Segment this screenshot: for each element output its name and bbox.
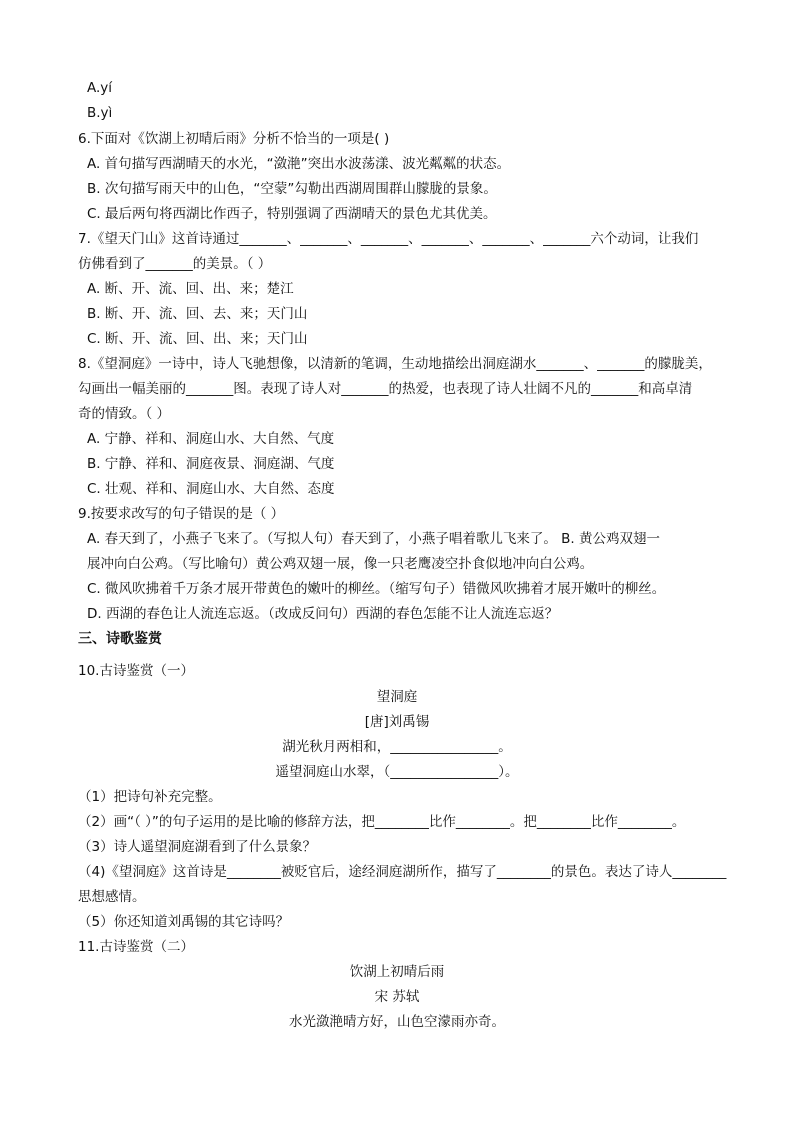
q8-option-a: A. 宁静、祥和、洞庭山水、大自然、气度 [87, 431, 335, 447]
option-b: B.yì [87, 105, 113, 121]
q6-option-a: A. 首句描写西湖晴天的水光，“潋滟”突出水波荡漾、波光粼粼的状态。 [87, 156, 511, 172]
q10-sub2: （2）画“（ ）”的句子运用的是比喻的修辞方法，把________比作________。把________比作________。 [78, 814, 686, 830]
option-a: A.yí [87, 80, 113, 96]
q9-option-d: D. 西湖的春色让人流连忘返。（改成反问句）西湖的春色怎能不让人流连忘返？ [87, 606, 559, 622]
poem-2-author: 宋 苏轼 [374, 989, 420, 1005]
poem-1-line1: 湖光秋月两相和，________________。 [282, 739, 512, 755]
q10-sub1: （1）把诗句补充完整。 [78, 789, 222, 805]
q10-sub4-line1: （4)《望洞庭》这首诗是________被贬官后，途经洞庭湖所作，描写了________的景色。表达了诗人________ [78, 864, 727, 880]
q7-option-c: C. 断、开、流、回、出、来；天门山 [87, 331, 308, 347]
question-7-line2: 仿佛看到了_______的美景。（ ） [78, 256, 272, 272]
q10-sub3: （3）诗人遥望洞庭湖看到了什么景象？ [78, 839, 317, 855]
section-heading: 三、诗歌鉴赏 [78, 631, 162, 647]
q9-option-b-cont: 展冲向白公鸡。（写比喻句）黄公鸡双翅一展，像一只老鹰凌空扑食似地冲向白公鸡。 [87, 556, 594, 572]
q9-option-a: A. 春天到了，小燕子飞来了。（写拟人句）春天到了，小燕子唱着歌儿飞来了。 B. 黄公鸡双翅一 [87, 531, 660, 547]
poem-1-line2: 遥望洞庭山水翠，（________________）。 [275, 764, 519, 780]
q8-option-c: C. 壮观、祥和、洞庭山水、大自然、态度 [87, 481, 335, 497]
question-6: 6.下面对《饮湖上初晴后雨》分析不恰当的一项是( ) [78, 131, 390, 147]
poem-1-author: [唐]刘禹锡 [364, 714, 430, 730]
question-8-line1: 8.《望洞庭》一诗中，诗人飞驰想像，以清新的笔调，生动地描绘出洞庭湖水_______、_______的朦胧美， [78, 356, 712, 372]
q10-sub5: （5）你还知道刘禹锡的其它诗吗？ [78, 914, 290, 930]
q8-option-b: B. 宁静、祥和、洞庭夜景、洞庭湖、气度 [87, 456, 335, 472]
question-10-title: 10.古诗鉴赏（一） [78, 663, 194, 679]
q6-option-c: C. 最后两句将西湖比作西子，特别强调了西湖晴天的景色尤其优美。 [87, 206, 497, 222]
question-9: 9.按要求改写的句子错误的是（ ） [78, 506, 285, 522]
question-11-title: 11.古诗鉴赏（二） [78, 939, 194, 955]
q7-option-a: A. 断、开、流、回、出、来；楚江 [87, 281, 294, 297]
q10-sub4-line2: 思想感情。 [78, 889, 146, 905]
q7-option-b: B. 断、开、流、回、去、来；天门山 [87, 306, 308, 322]
poem-2-line1: 水光潋滟晴方好，山色空濛雨亦奇。 [289, 1014, 505, 1030]
poem-2-title: 饮湖上初晴后雨 [349, 964, 445, 980]
poem-1-title: 望洞庭 [376, 689, 418, 705]
question-7-line1: 7.《望天门山》这首诗通过_______、_______、_______、_______、_______、_______六个动词，让我们 [78, 231, 699, 247]
q9-option-c: C. 微风吹拂着千万条才展开带黄色的嫩叶的柳丝。（缩写句子）错微风吹拂着才展开嫩叶的柳丝。 [87, 581, 666, 597]
q6-option-b: B. 次句描写雨天中的山色，“空蒙”勾勒出西湖周围群山朦胧的景象。 [87, 181, 497, 197]
question-8-line2: 勾画出一幅美丽的_______图。表现了诗人对_______的热爱，也表现了诗人壮阔不凡的_______和高卓清 [78, 381, 693, 397]
question-8-line3: 奇的情致。（ ） [78, 406, 171, 422]
